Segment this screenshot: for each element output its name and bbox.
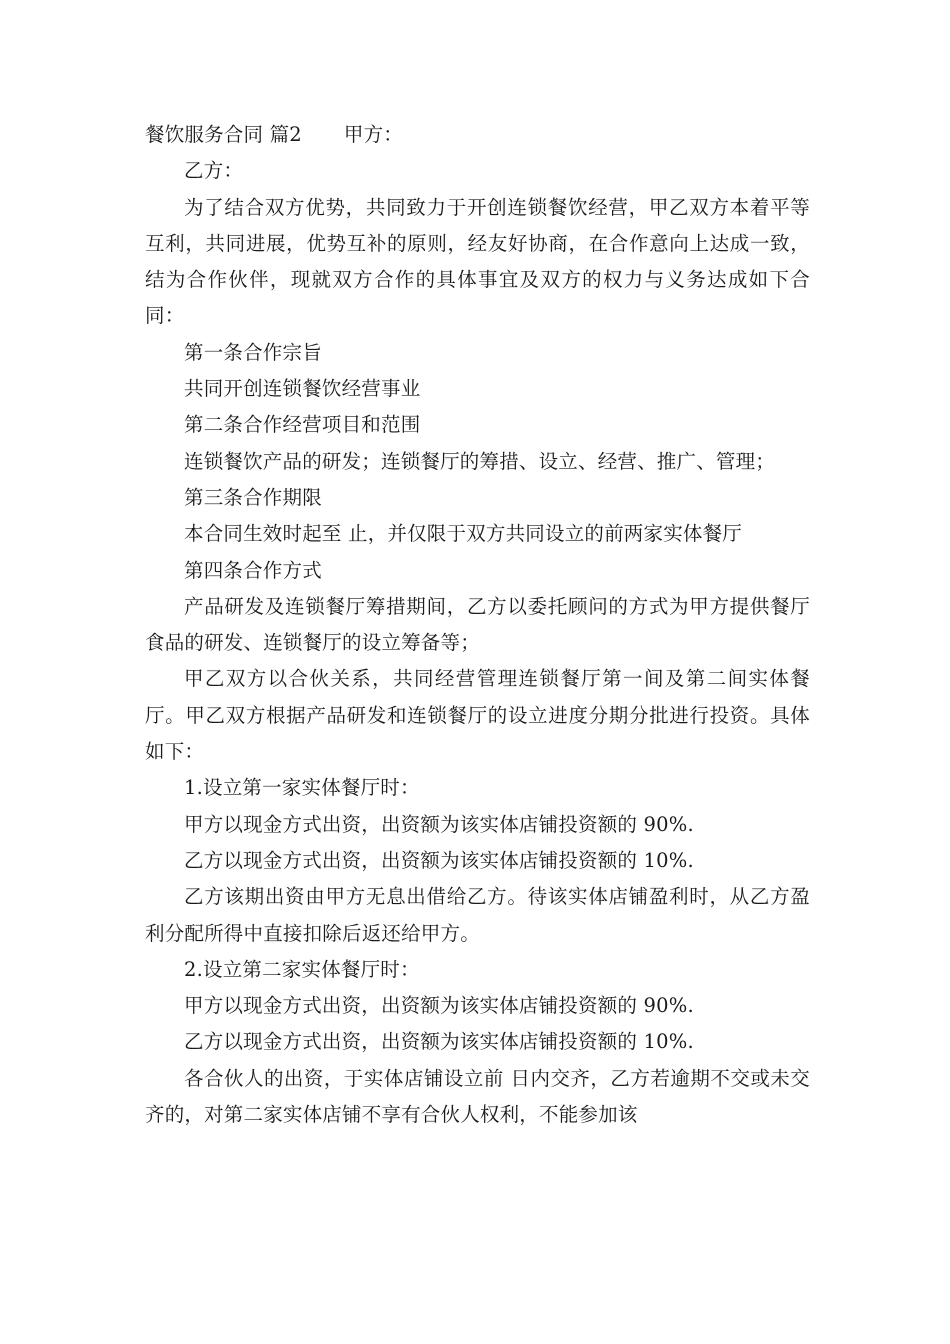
first-restaurant-loan-terms: 乙方该期出资由甲方无息出借给乙方。待该实体店铺盈利时，从乙方盈利分配所得中直接扣除后返还给甲方。: [145, 885, 810, 945]
article-2-body: 连锁餐饮产品的研发；连锁餐厅的筹措、设立、经营、推广、管理；: [184, 449, 776, 473]
first-restaurant-party-b-investment: 乙方以现金方式出资，出资额为该实体店铺投资额的 10%.: [184, 848, 694, 872]
article-1-body: 共同开创连锁餐饮经营事业: [184, 377, 421, 401]
second-restaurant-party-a-investment: 甲方以现金方式出资，出资额为该实体店铺投资额的 90%.: [184, 994, 694, 1018]
article-4-heading: 第四条合作方式: [184, 558, 322, 582]
document-title: 餐饮服务合同 篇2: [145, 123, 302, 146]
article-4-paragraph-1: 产品研发及连锁餐厅筹措期间，乙方以委托顾问的方式为甲方提供餐厅食品的研发、连锁餐厅的设立筹备等；: [145, 594, 810, 655]
article-2-heading: 第二条合作经营项目和范围: [184, 413, 421, 437]
document-body: [145, 117, 810, 1133]
article-1-heading: 第一条合作宗旨: [184, 340, 322, 364]
contribution-deadline-paragraph: 各合伙人的出资，于实体店铺设立前 日内交齐，乙方若逾期不交或未交齐的，对第二家实体店铺不享有合伙人权利，不能参加该: [145, 1066, 810, 1127]
party-b-label: 乙方：: [184, 159, 244, 183]
second-restaurant-party-b-investment: 乙方以现金方式出资，出资额为该实体店铺投资额的 10%.: [184, 1030, 694, 1054]
article-3-body: 本合同生效时起至 止，并仅限于双方共同设立的前两家实体餐厅: [184, 522, 742, 546]
document-title-line: [145, 117, 810, 153]
party-a-label: 甲方：: [343, 123, 404, 146]
first-restaurant-heading: 1.设立第一家实体餐厅时：: [184, 776, 420, 800]
article-4-paragraph-2: 甲乙双方以合伙关系，共同经营管理连锁餐厅第一间及第二间实体餐厅。甲乙双方根据产品研发和连锁餐厅的设立进度分期分批进行投资。具体如下：: [145, 667, 810, 764]
article-3-heading: 第三条合作期限: [184, 485, 322, 509]
first-restaurant-party-a-investment: 甲方以现金方式出资，出资额为该实体店铺投资额的 90%.: [184, 812, 694, 836]
second-restaurant-heading: 2.设立第二家实体餐厅时：: [184, 957, 420, 981]
preamble-paragraph: 为了结合双方优势，共同致力于开创连锁餐饮经营，甲乙双方本着平等互利，共同进展，优势互补的原则，经友好协商，在合作意向上达成一致，结为合作伙伴，现就双方合作的具体事宜及双方的权力与义务达成如下合同：: [145, 195, 810, 328]
